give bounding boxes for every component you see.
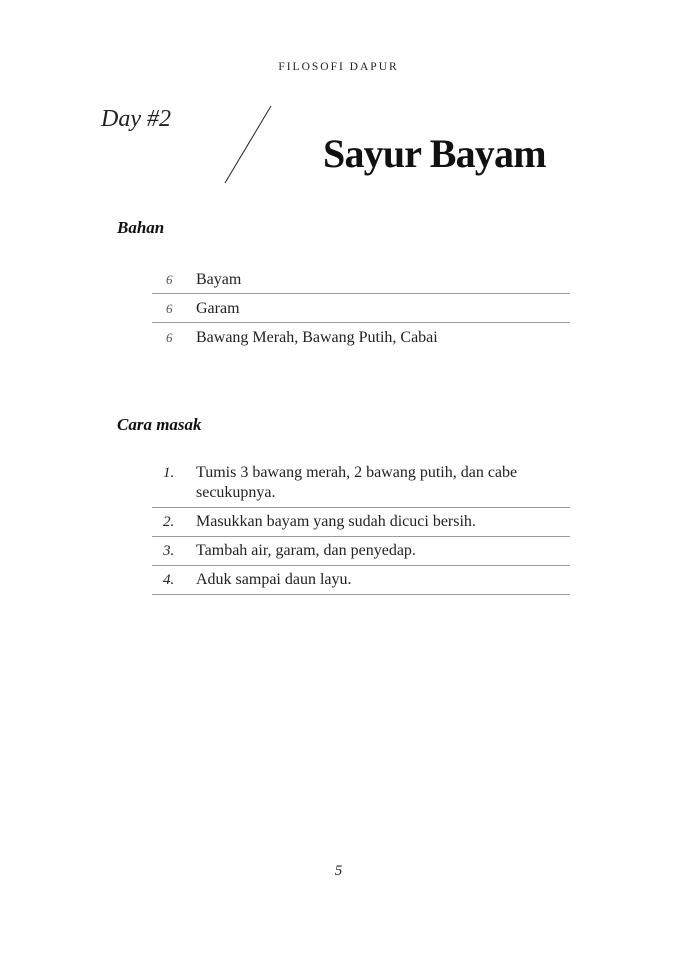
ingredient-text: Bayam [196,271,242,288]
list-item [152,265,570,294]
step-text: Tambah air, garam, dan penyedap. [196,542,416,559]
list-item [152,323,570,351]
list-item [152,294,570,323]
list-item [152,459,570,508]
steps-heading: Cara masak [117,415,202,434]
day-label: Day #2 [101,106,171,132]
step-number: 3. [163,543,175,559]
list-item [152,508,570,537]
ingredients-list [152,265,570,351]
ingredient-text: Bawang Merah, Bawang Putih, Cabai [196,329,438,346]
steps-list [152,459,570,595]
ingredients-heading: Bahan [117,218,165,237]
ingredient-text: Garam [196,300,240,317]
running-header: FILOSOFI DAPUR [278,61,399,73]
list-item [152,566,570,595]
step-number: 2. [163,514,175,530]
bullet-icon: 6 [166,272,173,287]
step-text: Tumis 3 bawang merah, 2 bawang putih, dan cabe secukupnya. [196,464,518,501]
step-text: Masukkan bayam yang sudah dicuci bersih. [196,513,476,530]
bullet-icon: 6 [166,330,173,345]
bullet-icon: 6 [166,301,173,316]
step-text: Aduk sampai daun layu. [196,571,352,588]
divider-slash [222,104,274,186]
recipe-title: Sayur Bayam [323,131,546,176]
step-number: 4. [163,572,175,588]
page-number: 5 [334,863,343,879]
step-number: 1. [163,465,175,481]
list-item [152,537,570,566]
